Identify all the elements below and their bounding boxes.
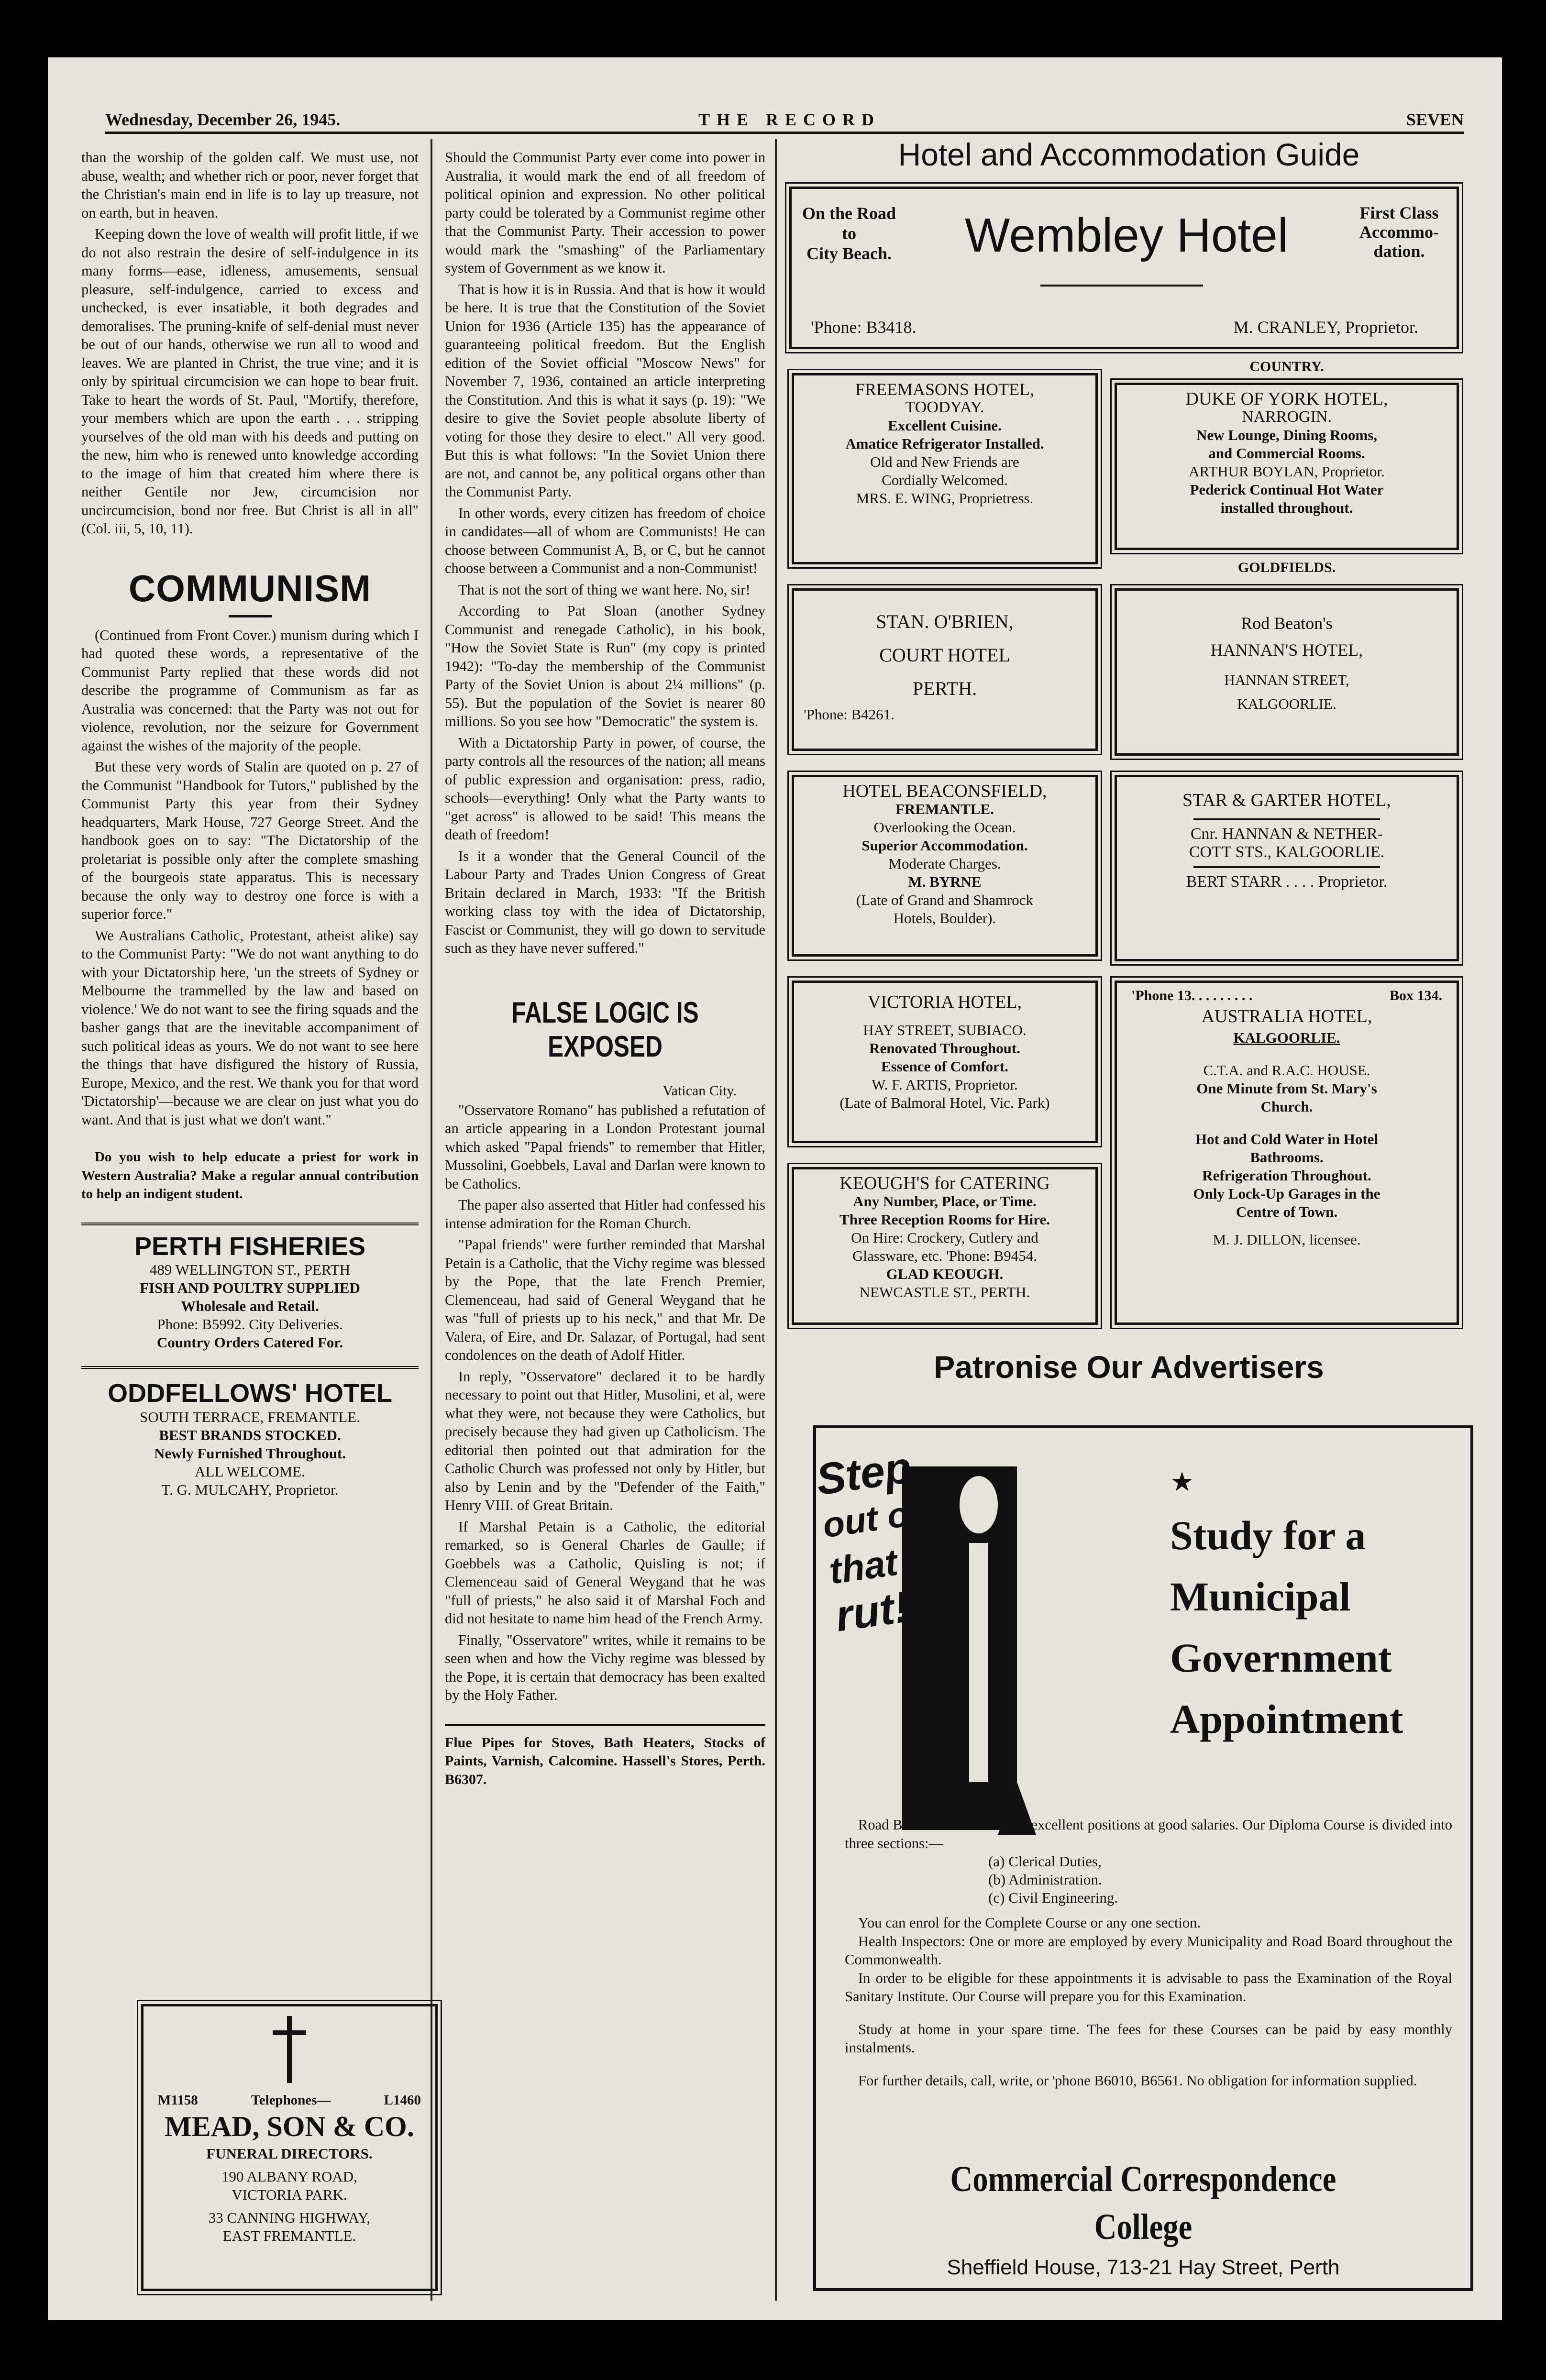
col1-paragraphs: [81, 148, 419, 538]
mead-son-ad: [141, 2004, 438, 2291]
star-icon: ★: [1170, 1467, 1194, 1497]
col2-paragraph: In other words, every citizen has freedom of choice in candidates—all of whom are Communists! He can choose between Communist A, B, or C, but he cannot choose between a Communist and a non-Communist!: [445, 505, 765, 576]
college-name: Commercial Correspondence College: [950, 2159, 1336, 2247]
page-header: [105, 103, 1464, 134]
column-divider: [775, 139, 777, 2301]
col2-paragraph: In reply, "Osservatore" declared it to be hardly necessary to point out that Hitler, Musolini, et al, were what they were, not because they were Catholics, but precisely because they had given up Catholicism. The editorial then pointed out that admiration for the Catholic Church was professed not only by Hitler, but also by Lenin and by the "Defender of the Faith," Henry VIII. of Great Britain.: [445, 1368, 765, 1513]
perth-fisheries-line: Wholesale and Retail.: [181, 1297, 319, 1314]
column-1: [81, 148, 419, 1499]
mead-address: 33 CANNING HIGHWAY,: [208, 2209, 371, 2226]
perth-fisheries-name: PERTH FISHERIES: [134, 1232, 366, 1261]
oddfellows-line: ALL WELCOME.: [195, 1463, 305, 1480]
victoria-hotel-ad: VICTORIA HOTEL, HAY STREET, SUBIACO. Renovated Throughout. Essence of Comfort. W. F. ARTIS, Proprietor. (Late of Balmoral Hotel, Vic. Park): [792, 981, 1098, 1143]
communism-headline: COMMUNISM: [128, 567, 372, 609]
freemasons-hotel-ad: FREEMASONS HOTEL, TOODYAY. Excellent Cuisine. Amatice Refrigerator Installed. Old and New Friends are Cordially Welcomed. MRS. E. WING, Proprietress.: [792, 373, 1098, 564]
column-2: [445, 148, 765, 1792]
mead-phone-right: L1460: [384, 2093, 421, 2108]
college-headline: Study for a Municipal Government Appointment: [1170, 1512, 1403, 1742]
country-heading: COUNTRY.: [1249, 359, 1324, 375]
hotel-beaconsfield-ad: HOTEL BEACONSFIELD, FREMANTLE. Overlooking the Ocean. Superior Accommodation. Moderate Charges. M. BYRNE (Late of Grand and Shamrock Hotels, Boulder).: [792, 775, 1098, 957]
column-divider: [431, 139, 432, 2301]
header-date: Wednesday, December 26, 1945.: [105, 110, 341, 129]
oddfellows-address: SOUTH TERRACE, FREMANTLE.: [139, 1408, 360, 1425]
mead-address: VICTORIA PARK.: [232, 2186, 347, 2203]
mead-phone-left: M1158: [158, 2093, 198, 2108]
star-garter-hotel-ad: STAR & GARTER HOTEL, Cnr. HANNAN & NETHER- COTT STS., KALGOORLIE. BERT STARR . . . . Proprietor.: [1115, 775, 1459, 961]
oddfellows-ad: [81, 1366, 419, 1499]
australia-hotel-ad: 'Phone 13. . . . . . . . . Box 134. AUSTRALIA HOTEL, KALGOORLIE. C.T.A. and R.A.C. HOUSE. One Minute from St. Mary's Church. Hot and Cold Water in Hotel Bathrooms. Refrigeration Throughout. Only Lock-Up Garages in the Centre of Town. M. J. DILLON, licensee.: [1115, 981, 1459, 1325]
wembley-phone: 'Phone: B3418.: [811, 318, 917, 337]
headline-rule: [229, 615, 272, 617]
col2-paragraph: Should the Communist Party ever come into power in Australia, it would mark the end of all freedom of political opinion and expression. No other political party could be tolerated by a Communist regime other that the Communist Party. Their accession to power would mark the "smashing" of the Parliamentary system of Government as we know it.: [445, 149, 765, 276]
step-out-slogan: Step out of that rut!: [813, 1443, 923, 1641]
goldfields-heading: GOLDFIELDS.: [1237, 560, 1336, 575]
priest-appeal: Do you wish to help educate a priest for work in Western Australia? Make a regular annual contribution to help an indigent student.: [81, 1149, 419, 1201]
perth-fisheries-line: FISH AND POULTRY SUPPLIED: [140, 1279, 360, 1296]
wembley-right: First Class Accommo- dation.: [1359, 203, 1439, 261]
wembley-hotel-ad: [789, 187, 1459, 349]
stove-ad: [445, 1724, 765, 1789]
header-page-number: SEVEN: [1406, 110, 1464, 129]
oddfellows-line: Newly Furnished Throughout.: [154, 1444, 346, 1462]
wembley-proprietor: M. CRANLEY, Proprietor.: [1233, 318, 1418, 337]
mead-address: EAST FREMANTLE.: [222, 2227, 356, 2244]
col2-paragraph: With a Dictatorship Party in power, of course, the party controls all the resources of the nation; all means of public expression and organisation: press, radio, schools—everything! Only what the Party wants to "get across" is allowed to be said! This means the death of freedom!: [445, 734, 765, 843]
patronise-advertisers: Patronise Our Advertisers: [934, 1349, 1324, 1385]
col2-paragraph: That is how it is in Russia. And that is how it would be here. It is true that the Constitution of the Soviet Union for 1936 (Article 135) has the appearance of guaranteeing political freedom. But the English edition of the Soviet official "Moscow News" for November 7, 1936, contained an article interpreting the Constitution. And this is what it says (p. 19): "We desire to give the Soviet people absolute liberty of voting for those they desire to elect." All very good. But this is what follows: "In the Soviet Union there are not, and cannot be, any political organs other than the Communist Party.: [445, 281, 765, 500]
perth-fisheries-phone: Phone: B5992. City Deliveries.: [157, 1315, 343, 1333]
correspondence-college-ad: [813, 1425, 1473, 2291]
college-body: Road Board Secretaries have excellent positions at good salaries. Our Diploma Course is divided into three sections:— (a) Clerical Duties, (b) Administration. (c) Civil Engineering. You can enrol for the Complete Course or any one section. Health Inspectors: One or more are employed by every Municipality and Road Board throughout the Commonwealth. In order to be eligible for these appointments it is advisable to pass the Examination of the Royal Sanitary Institute. Our Course will prepare you for this Examination. Study at home in your spare time. The fees for these Courses can be paid by easy monthly instalments. For further details, call, write, or 'phone B6010, B6561. No obligation for information supplied.: [845, 1817, 1452, 2089]
mead-telephones: Telephones—: [251, 2093, 331, 2108]
court-hotel-ad: STAN. O'BRIEN, COURT HOTEL PERTH. 'Phone: B4261.: [792, 588, 1098, 751]
col1-paragraph: (Continued from Front Cover.) munism during which I had quoted these words, a representative of the Communist Party replied that these words did not describe the programme of Communism as far as Australia was concerned: that the Party was not out for violence, revolution, nor the seizure for Government against the wishes of the majority of the people.: [81, 627, 419, 754]
hannans-hotel-ad: Rod Beaton's HANNAN'S HOTEL, HANNAN STREET, KALGOORLIE.: [1115, 588, 1459, 756]
col2-paragraph: According to Pat Sloan (another Sydney Communist and renegade Catholic), in his book, "How the Soviet State is Run" (my copy is printed 1942): "To-day the membership of the Communist Party of the Soviet Union is about 2¼ millions" (p. 55). But the population of the Soviet is nearer 80 millions. So you see how "Democratic" the system is.: [445, 603, 765, 729]
mead-address: 190 ALBANY ROAD,: [221, 2168, 357, 2185]
mead-name: MEAD, SON & CO.: [165, 2111, 414, 2142]
cross-icon: [273, 2016, 306, 2083]
col1-paragraph: We Australians Catholic, Protestant, atheist alike) say to the Communist Party: "We do not want anything to do with your Dictatorship here, 'un the streets of Sydney or Melbourne the trammelled by the law and based on violence.' We do not want to see the firing squads and the basher gangs that are the inevitable accompaniment of such political ideas as yours. We do not want to see here the things that have disfigured the history of Russia, Europe, Mexico, and the rest. We thank you for that word 'Dictatorship'—because we are clear on just what you do want. And that is just what we don't want.": [81, 927, 419, 1128]
oddfellows-proprietor: T. G. MULCAHY, Proprietor.: [161, 1481, 339, 1498]
perth-fisheries-line: Country Orders Catered For.: [156, 1333, 343, 1351]
col2-paragraph: Finally, "Osservatore" writes, while it remains to be seen when and how the Vichy regime was blessed by the Pope, it is certain that democracy has been exalted by the Holy Father.: [445, 1631, 765, 1703]
col2-paragraph: "Osservatore Romano" has published a refutation of an article appearing in a London Protestant journal which asked "Papal friends" to remember that Hitler, Mussolini, Goebbels, Laval and Darlan were known to be Catholics.: [445, 1102, 765, 1192]
college-address: Sheffield House, 713-21 Hay Street, Perth: [947, 2256, 1340, 2279]
keoughs-catering-ad: KEOUGH'S for CATERING Any Number, Place, or Time. Three Reception Rooms for Hire. On Hire: Crockery, Cutlery and Glassware, etc. 'Phone: B9454. GLAD KEOUGH. NEWCASTLE ST., PERTH.: [792, 1167, 1098, 1325]
oddfellows-line: BEST BRANDS STOCKED.: [159, 1426, 341, 1443]
col2-paragraph: That is not the sort of thing we want here. No, sir!: [458, 581, 751, 598]
perth-fisheries-address: 489 WELLINGTON ST., PERTH: [149, 1261, 351, 1278]
col1-paragraph: Keeping down the love of wealth will profit little, if we do not also restrain the desire of self-indulgence in its many forms—ease, idleness, amusements, sensual pleasure, self-indulgence, carried to excess and unchecked, is ever insatiable, it both degrades and demoralises. The pruning-knife of self-denial must never be out of our hands, otherwise we run all to wood and leaves. We are planted in Christ, the true vine; and it is only by spiritual circumcision we can hope to bear fruit. Take to heart the words of St. Paul, "Mortify, therefore, your members which are upon the earth . . . stripping yourselves of the old man with his deeds and putting on the new, him who is renewed unto knowledge according to the image of him that created him where there is neither Gentile nor Jew, circumcision nor uncircumcision, bond nor free. But Christ is all in all" (Col. iii, 5, 10, 11).: [81, 226, 419, 537]
dateline: Vatican City.: [663, 1082, 737, 1099]
col2-paragraph: Is it a wonder that the General Council of the Labour Party and Trades Union Congress of Great Britain declared in March, 1933: "If the British working class toy with the idea of Dictatorship, Fascist or Communist, they will go down to servitude such as they have never suffered.": [445, 848, 765, 956]
wembley-left: On the Road to City Beach.: [802, 204, 896, 263]
perth-fisheries-ad: [81, 1223, 419, 1352]
oddfellows-name: ODDFELLOWS' HOTEL: [108, 1378, 392, 1408]
duke-of-york-ad: DUKE OF YORK HOTEL, NARROGIN. New Lounge, Dining Rooms, and Commercial Rooms. ARTHUR BOYLAN, Proprietor. Pederick Continual Hot Water installed throughout.: [1115, 383, 1459, 550]
stove-ad-text: Flue Pipes for Stoves, Bath Heaters, Stocks of Paints, Varnish, Calcomine. Hassell's Stores, Perth. B6307.: [445, 1734, 765, 1787]
mead-subtitle: FUNERAL DIRECTORS.: [206, 2145, 373, 2162]
col2-paragraph: The paper also asserted that Hitler had confessed his intense admiration for the Roman Church.: [445, 1197, 765, 1232]
newspaper-page: [48, 57, 1502, 2320]
col1-paragraph: But these very words of Stalin are quoted on p. 27 of the Communist "Handbook for Tutors," published by the Communist Party this year from their Sydney headquarters, Mark House, 727 George Street. And the handbook goes on to say: "The Dictatorship of the proletariat is possible only after the complete smashing of the bourgeois state apparatus. This is necessary because the only way to destroy one force is with a superior force.": [81, 759, 419, 922]
header-masthead: THE RECORD: [698, 110, 881, 129]
col2-paragraph: If Marshal Petain is a Catholic, the editorial remarked, so is General Charles de Gaulle; if Goebbels was a Catholic, Quisling is not; if Clemenceau said of General Weygand that he was "full of priests," he also said it of Marshal Foch and did not hesitate to name him head of the French Army.: [445, 1518, 765, 1627]
false-logic-headline: FALSE LOGIC IS EXPOSED: [511, 996, 699, 1063]
wembley-name: Wembley Hotel: [964, 209, 1289, 262]
guide-title: Hotel and Accommodation Guide: [898, 137, 1360, 172]
col1-paragraph: than the worship of the golden calf. We must use, not abuse, wealth; and whether rich or poor, never forget that the Christian's main end in life is to lay up treasure, not on earth, but in heaven.: [81, 149, 419, 221]
col2-paragraph: "Papal friends" were further reminded that Marshal Petain is a Catholic, that the Vichy regime was blessed by the Pope, that the late French Premier, Clemenceau, had said of General Weygand that he was "full of priests up to his neck," and that Mr. De Valera, of Eire, and Dr. Salazar, of Portugal, had sent condolences on the death of Adolf Hitler.: [445, 1236, 765, 1363]
